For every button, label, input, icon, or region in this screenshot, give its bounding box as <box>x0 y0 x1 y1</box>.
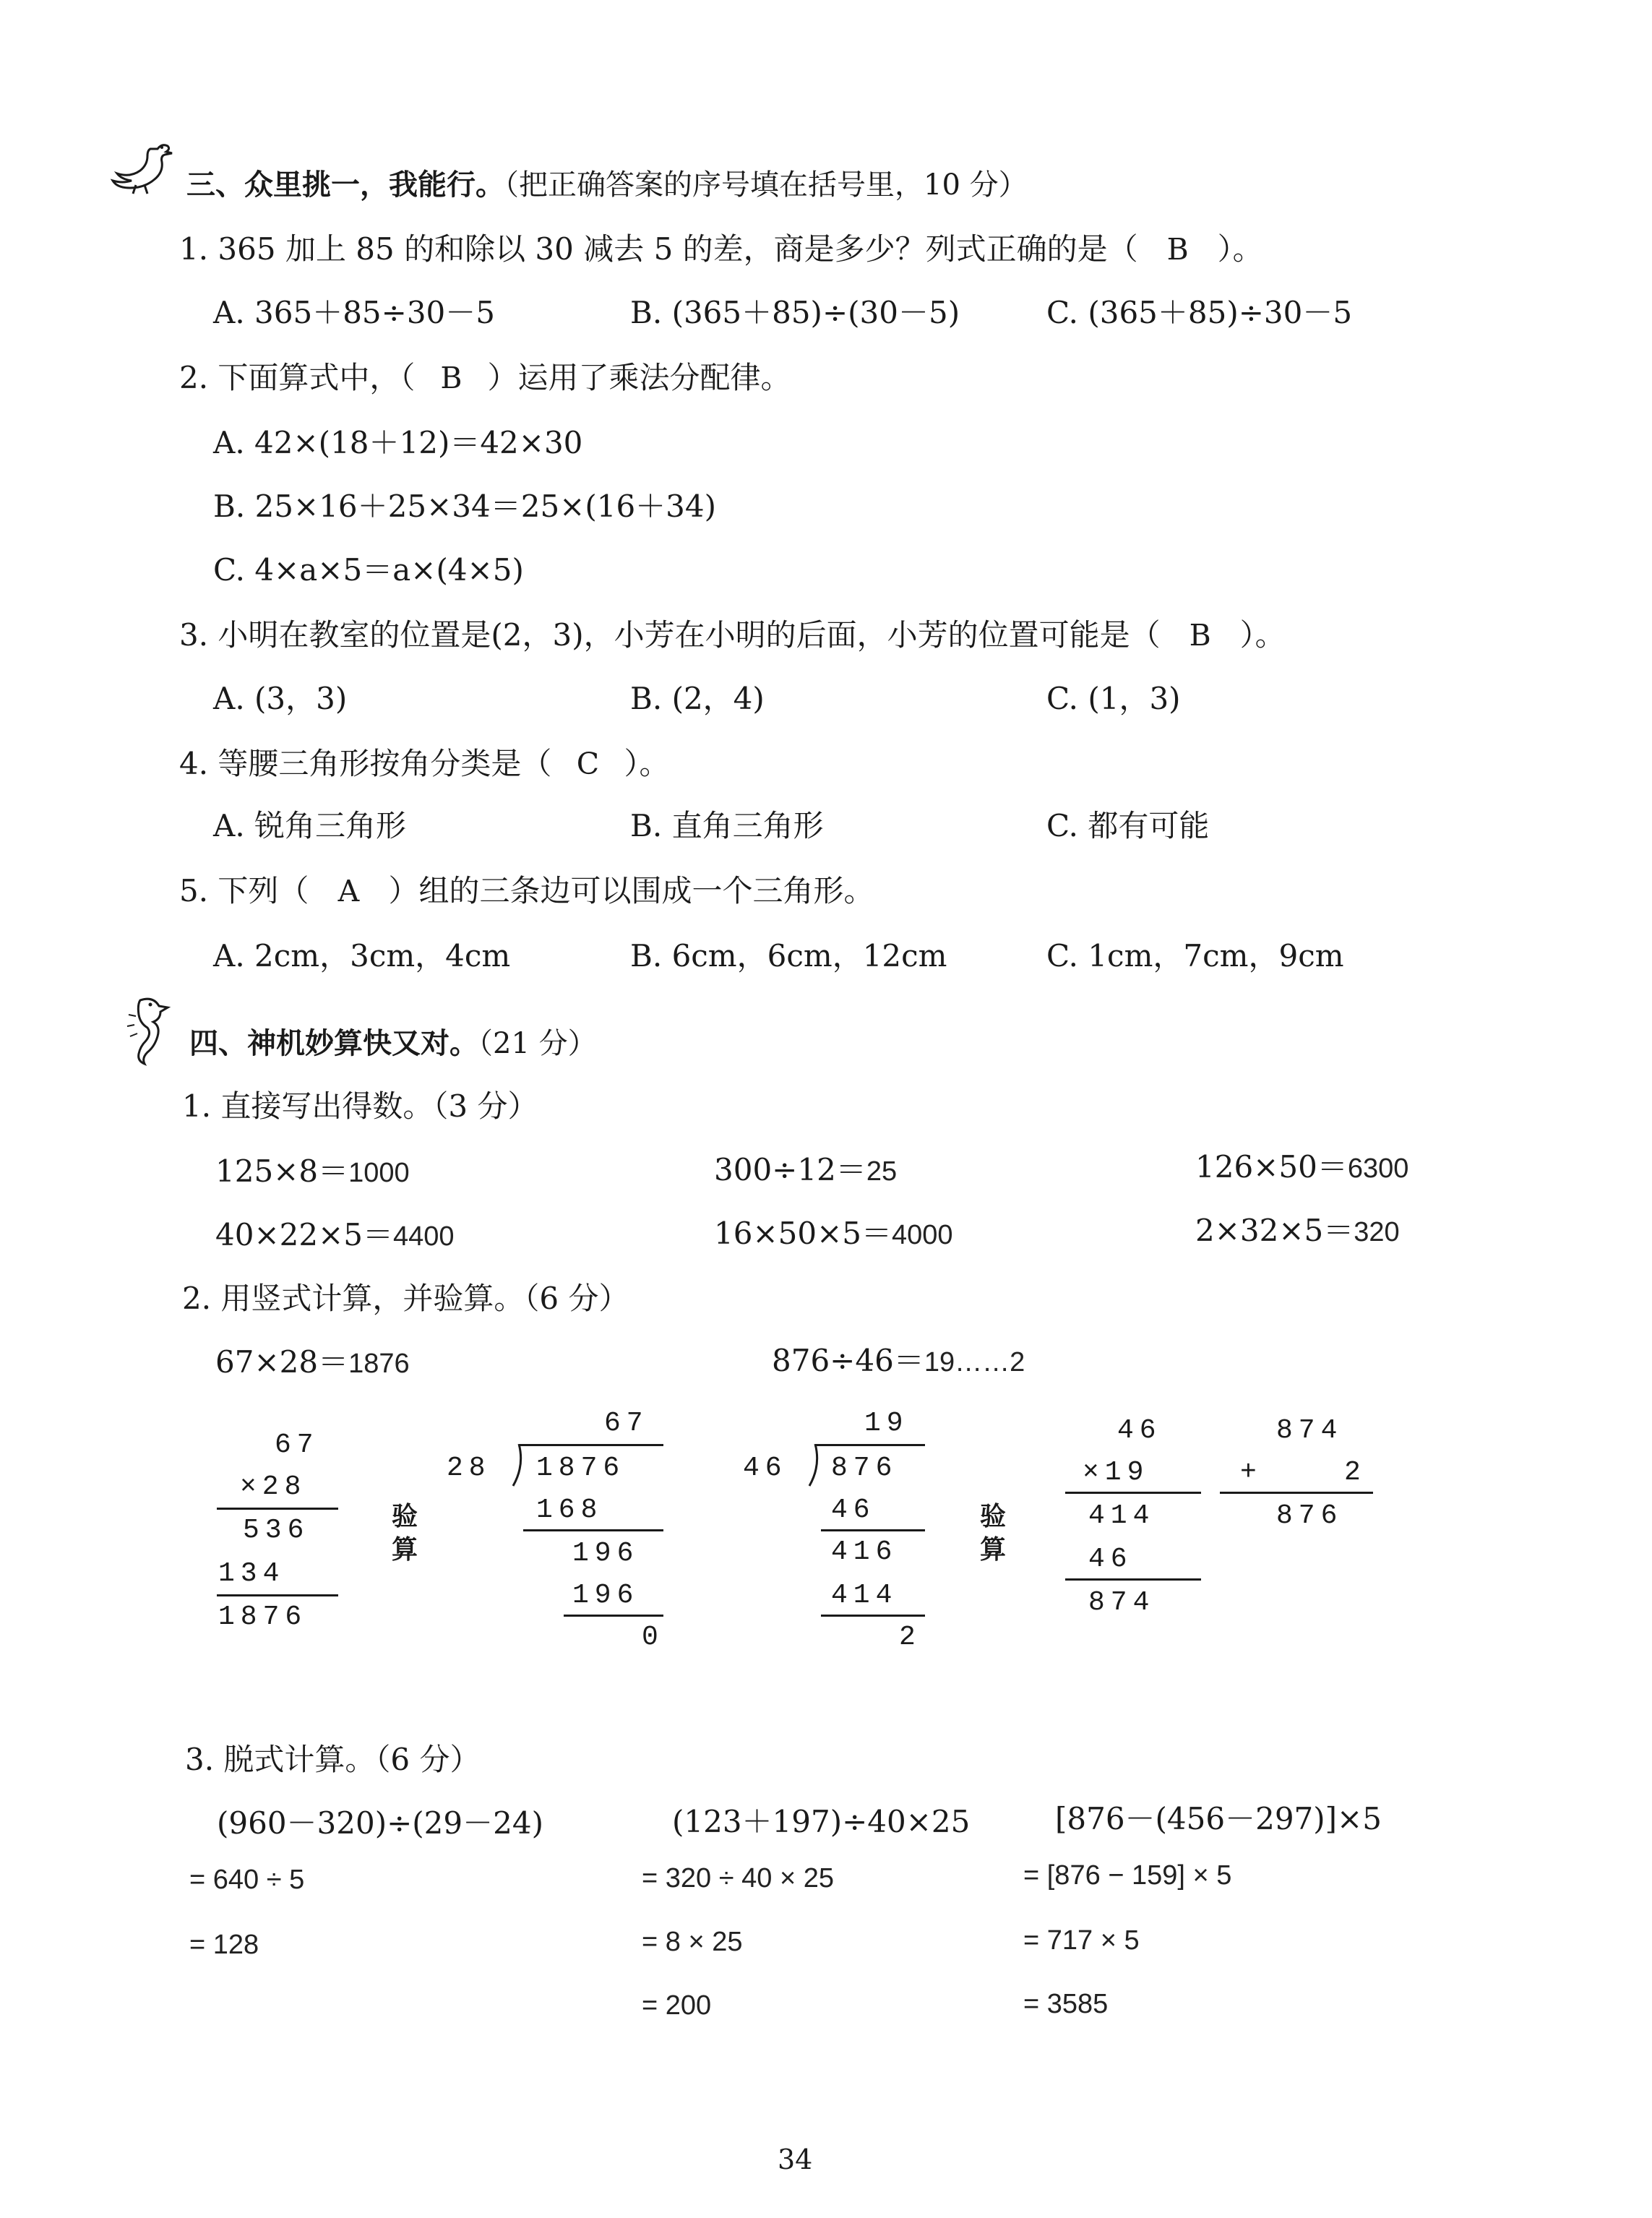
mul-line: 67 <box>275 1430 319 1461</box>
rule <box>821 1615 925 1617</box>
add-line: 874 <box>1276 1415 1343 1446</box>
q2-stem: 2. 下面算式中，（ B ）运用了乘法分配律。 <box>179 360 791 395</box>
p3-col2-step: = 8 × 25 <box>642 1927 743 1957</box>
oral-calc-item: 300÷12＝25 <box>714 1152 898 1187</box>
section3-header <box>186 162 1028 203</box>
p3-col3-step: = [876 − 159] × 5 <box>1023 1860 1232 1891</box>
mul-line: 1876 <box>218 1602 308 1633</box>
check-label: 验算 <box>979 1502 1006 1565</box>
oral-calc-item: 16×50×5＝4000 <box>714 1216 953 1251</box>
p3-col2-step: = 320 ÷ 40 × 25 <box>642 1863 834 1894</box>
p3-col1-expr: (960－320)÷(29－24) <box>217 1805 543 1841</box>
section4-title: 四、神机妙算快又对。 <box>189 1027 478 1060</box>
p3-col3-expr: [876－(456－297)]×5 <box>1055 1801 1382 1836</box>
rule <box>217 1594 338 1596</box>
mul2-line: 414 <box>1088 1500 1156 1531</box>
division-bracket-icon <box>806 1444 821 1487</box>
p3-col1-step: = 640 ÷ 5 <box>189 1865 305 1895</box>
q1-option-c: C. (365＋85)÷30－5 <box>1046 295 1353 330</box>
q2-answer: B <box>440 361 463 395</box>
q1-option-a: A. 365＋85÷30－5 <box>213 295 495 330</box>
p3-col2-expr: (123＋197)÷40×25 <box>672 1804 971 1839</box>
oral-calc-item: 40×22×5＝4400 <box>215 1217 455 1252</box>
q5-stem: 5. 下列（ A ）组的三条边可以围成一个三角形。 <box>179 873 874 908</box>
div2-step: 2 <box>899 1622 921 1653</box>
p3-title: 3. 脱式计算。（6 分） <box>185 1742 481 1777</box>
p3-col2-step: = 200 <box>642 1990 712 2021</box>
q3-answer: B <box>1189 618 1211 653</box>
div1-step: 0 <box>642 1622 664 1653</box>
mul-line: ×28 <box>240 1471 307 1503</box>
section3-note: （把正确答案的序号填在括号里，10 分） <box>504 168 1028 202</box>
div1-step: 168 <box>536 1495 603 1526</box>
seahorse-icon <box>116 994 173 1067</box>
q4-option-b: B. 直角三角形 <box>630 808 824 843</box>
q4-option-a: A. 锐角三角形 <box>213 808 407 843</box>
check-label: 验算 <box>391 1502 418 1565</box>
oral-calc-item: 126×50＝6300 <box>1195 1149 1409 1185</box>
mul-line: 536 <box>243 1515 310 1546</box>
q2-option-a: A. 42×(18＋12)＝42×30 <box>213 425 583 460</box>
rule <box>821 1529 925 1531</box>
div2-step: 416 <box>831 1536 898 1568</box>
rule <box>519 1444 663 1446</box>
oral-calc-item: 2×32×5＝320 <box>1195 1213 1400 1248</box>
p2-title: 2. 用竖式计算，并验算。（6 分） <box>182 1281 629 1316</box>
p2-expr1: 67×28＝1876 <box>215 1344 410 1380</box>
mul2-line: 46 <box>1117 1415 1162 1446</box>
div1-step: 196 <box>572 1538 640 1569</box>
mul2-line: 46 <box>1088 1544 1133 1575</box>
page-number: 34 <box>778 2144 813 2175</box>
p1-title: 1. 直接写出得数。（3 分） <box>182 1088 538 1124</box>
rule <box>217 1508 338 1510</box>
p3-col1-step: = 128 <box>189 1930 259 1960</box>
q2-option-b: B. 25×16＋25×34＝25×(16＋34) <box>213 489 717 524</box>
q4-option-c: C. 都有可能 <box>1046 808 1210 843</box>
section3-title: 三、众里挑一，我能行。 <box>186 168 504 202</box>
div2-quotient: 19 <box>864 1408 909 1439</box>
q2-option-c: C. 4×a×5＝a×(4×5) <box>213 552 524 588</box>
div1-dividend: 1876 <box>536 1453 626 1484</box>
q5-option-c: C. 1cm，7cm，9cm <box>1046 938 1344 973</box>
p3-col3-step: = 717 × 5 <box>1023 1925 1140 1956</box>
rule <box>1065 1578 1201 1581</box>
div2-dividend: 876 <box>831 1453 898 1484</box>
q1-answer: B <box>1166 232 1189 267</box>
q1-option-b: B. (365＋85)÷(30－5) <box>630 295 960 330</box>
q1-stem: 1. 365 加上 85 的和除以 30 减去 5 的差，商是多少？列式正确的是（ B ）。 <box>179 231 1263 267</box>
q5-option-b: B. 6cm，6cm，12cm <box>630 938 947 973</box>
p3-col3-step: = 3585 <box>1023 1989 1109 2019</box>
section4-note: （21 分） <box>478 1027 597 1060</box>
q5-answer: A <box>337 874 360 908</box>
mul2-line: 874 <box>1088 1587 1156 1618</box>
add-plus: + <box>1240 1457 1262 1488</box>
div2-step: 414 <box>831 1580 898 1611</box>
section4-header <box>189 1020 597 1062</box>
goose-icon <box>107 140 179 198</box>
p2-expr2: 876÷46＝19……2 <box>772 1343 1025 1378</box>
q4-stem: 4. 等腰三角形按角分类是（ C ）。 <box>179 746 670 781</box>
add-line: 2 <box>1344 1457 1367 1488</box>
rule <box>523 1529 663 1531</box>
div2-divisor: 46 <box>743 1453 788 1484</box>
oral-calc-item: 125×8＝1000 <box>215 1153 410 1189</box>
q3-option-c: C. (1，3) <box>1046 681 1181 716</box>
mul-line: 134 <box>218 1558 285 1589</box>
rule <box>815 1444 925 1446</box>
q3-option-b: B. (2，4) <box>630 681 765 716</box>
div1-quotient: 67 <box>604 1408 649 1439</box>
div1-step: 196 <box>572 1580 640 1611</box>
rule <box>564 1615 663 1617</box>
q3-option-a: A. (3，3) <box>213 681 348 716</box>
q3-stem: 3. 小明在教室的位置是(2，3)，小芳在小明的后面，小芳的位置可能是（ B ）。 <box>179 617 1286 653</box>
division-bracket-icon <box>510 1444 525 1487</box>
add-line: 876 <box>1276 1500 1343 1531</box>
rule <box>1065 1492 1201 1494</box>
rule <box>1220 1492 1373 1494</box>
div1-divisor: 28 <box>447 1453 491 1484</box>
mul2-line: ×19 <box>1083 1457 1150 1488</box>
q4-answer: C <box>576 747 600 781</box>
div2-step: 46 <box>831 1495 876 1526</box>
q5-option-a: A. 2cm，3cm，4cm <box>213 938 511 973</box>
